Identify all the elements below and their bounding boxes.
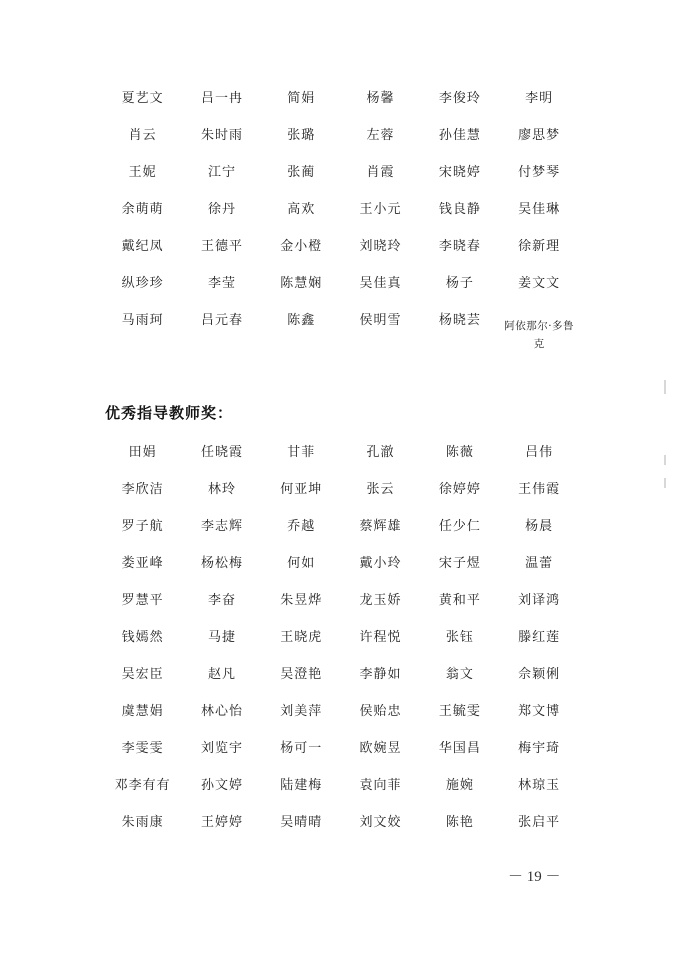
instructor-name: 李奋 bbox=[207, 593, 236, 608]
scan-edge-mark bbox=[664, 455, 666, 465]
instructor-name: 欧婉昱 bbox=[359, 741, 402, 756]
instructor-name: 梅宇琦 bbox=[518, 741, 561, 756]
awardee-name: 张蔺 bbox=[287, 165, 316, 180]
awardee-name: 张璐 bbox=[287, 128, 316, 143]
awardee-name: 戴纪凤 bbox=[121, 239, 164, 254]
instructor-name: 任少仁 bbox=[438, 519, 481, 534]
instructor-name: 赵凡 bbox=[207, 667, 236, 682]
instructor-name: 杨晨 bbox=[525, 519, 554, 534]
awardee-name: 廖思梦 bbox=[518, 128, 561, 143]
instructor-name: 何如 bbox=[287, 556, 316, 571]
instructor-name: 王伟霞 bbox=[518, 482, 561, 497]
awardee-name: 吴佳真 bbox=[359, 276, 402, 291]
instructor-name: 林玲 bbox=[207, 482, 236, 497]
awardee-name: 吕元春 bbox=[200, 313, 243, 328]
instructor-name: 杨可一 bbox=[280, 741, 323, 756]
instructor-name: 孔澈 bbox=[366, 445, 395, 460]
awardee-name: 吴佳琳 bbox=[518, 202, 561, 217]
instructor-name: 翁文 bbox=[445, 667, 474, 682]
awardee-name: 侯明雪 bbox=[359, 313, 402, 328]
awardee-name: 简娟 bbox=[287, 91, 316, 106]
instructor-name: 罗子航 bbox=[121, 519, 164, 534]
instructor-name: 许程悦 bbox=[359, 630, 402, 645]
instructor-name: 孙文婷 bbox=[200, 778, 243, 793]
instructor-name: 戴小玲 bbox=[359, 556, 402, 571]
awardee-name: 徐丹 bbox=[207, 202, 236, 217]
section-heading-outstanding-instructor-award: 优秀指导教师奖： bbox=[105, 404, 234, 422]
instructor-name: 张钰 bbox=[445, 630, 474, 645]
instructor-name: 温蕾 bbox=[525, 556, 554, 571]
instructor-name: 郑文博 bbox=[518, 704, 561, 719]
instructor-name: 李静如 bbox=[359, 667, 402, 682]
instructor-name: 田娟 bbox=[128, 445, 157, 460]
instructor-name: 罗慧平 bbox=[121, 593, 164, 608]
scan-edge-mark bbox=[664, 380, 666, 394]
awardee-name: 马雨珂 bbox=[121, 313, 164, 328]
instructor-name: 张启平 bbox=[518, 815, 561, 830]
instructor-name: 刘美萍 bbox=[280, 704, 323, 719]
instructor-name: 李雯雯 bbox=[121, 741, 164, 756]
instructor-name: 任晓霞 bbox=[200, 445, 243, 460]
awardee-name: 余萌萌 bbox=[121, 202, 164, 217]
instructor-name: 杨松梅 bbox=[200, 556, 243, 571]
instructor-name: 邓李有有 bbox=[114, 778, 171, 793]
awardee-name: 李明 bbox=[525, 91, 554, 106]
awardee-name: 李晓春 bbox=[438, 239, 481, 254]
instructor-name: 何亚坤 bbox=[280, 482, 323, 497]
instructor-name-list bbox=[103, 443, 579, 850]
instructor-name: 李欣洁 bbox=[121, 482, 164, 497]
awardee-name: 陈鑫 bbox=[287, 313, 316, 328]
instructor-name: 蔡辉雄 bbox=[359, 519, 402, 534]
instructor-name: 刘译鸿 bbox=[518, 593, 561, 608]
instructor-name: 吴澄艳 bbox=[280, 667, 323, 682]
instructor-name: 吴宏臣 bbox=[121, 667, 164, 682]
awardee-name: 阿依那尔·多鲁克 bbox=[504, 320, 575, 350]
awardee-name: 高欢 bbox=[287, 202, 316, 217]
instructor-name: 刘览宇 bbox=[200, 741, 243, 756]
awardee-name: 陈慧娴 bbox=[280, 276, 323, 291]
instructor-name: 陈艳 bbox=[445, 815, 474, 830]
awardee-name: 朱时雨 bbox=[200, 128, 243, 143]
awardee-name: 王妮 bbox=[128, 165, 157, 180]
instructor-name: 林心怡 bbox=[200, 704, 243, 719]
instructor-name: 李志辉 bbox=[200, 519, 243, 534]
instructor-name: 张云 bbox=[366, 482, 395, 497]
instructor-name: 马捷 bbox=[207, 630, 236, 645]
instructor-name: 陈薇 bbox=[445, 445, 474, 460]
instructor-name: 王毓雯 bbox=[438, 704, 481, 719]
instructor-name: 黄和平 bbox=[438, 593, 481, 608]
instructor-name: 吴晴晴 bbox=[280, 815, 323, 830]
awardee-name: 宋晓婷 bbox=[438, 165, 481, 180]
awardee-name: 夏艺文 bbox=[121, 91, 164, 106]
scan-edge-mark bbox=[664, 478, 666, 488]
instructor-name: 刘文姣 bbox=[359, 815, 402, 830]
awardee-name: 钱良静 bbox=[438, 202, 481, 217]
instructor-name: 龙玉娇 bbox=[359, 593, 402, 608]
award-name-list-top bbox=[103, 89, 579, 354]
awardee-name: 刘晓玲 bbox=[359, 239, 402, 254]
awardee-name: 孙佳慧 bbox=[438, 128, 481, 143]
awardee-name: 李莹 bbox=[207, 276, 236, 291]
awardee-name: 姜文文 bbox=[518, 276, 561, 291]
instructor-name: 宋子煜 bbox=[438, 556, 481, 571]
awardee-name: 王德平 bbox=[200, 239, 243, 254]
instructor-name: 王晓虎 bbox=[280, 630, 323, 645]
awardee-name: 王小元 bbox=[359, 202, 402, 217]
page-number: － 19 － bbox=[508, 869, 561, 885]
awardee-name: 左蓉 bbox=[366, 128, 395, 143]
instructor-name: 华国昌 bbox=[438, 741, 481, 756]
instructor-name: 佘颖俐 bbox=[518, 667, 561, 682]
instructor-name: 吕伟 bbox=[525, 445, 554, 460]
awardee-name: 杨馨 bbox=[366, 91, 395, 106]
awardee-name: 江宁 bbox=[207, 165, 236, 180]
instructor-name: 施婉 bbox=[445, 778, 474, 793]
instructor-name: 娄亚峰 bbox=[121, 556, 164, 571]
awardee-name: 李俊玲 bbox=[438, 91, 481, 106]
instructor-name: 钱嫣然 bbox=[121, 630, 164, 645]
instructor-name: 袁向菲 bbox=[359, 778, 402, 793]
instructor-name: 王婷婷 bbox=[200, 815, 243, 830]
awardee-name: 付梦琴 bbox=[518, 165, 561, 180]
instructor-name: 虞慧娟 bbox=[121, 704, 164, 719]
instructor-name: 侯贻忠 bbox=[359, 704, 402, 719]
instructor-name: 滕红莲 bbox=[518, 630, 561, 645]
instructor-name: 甘菲 bbox=[287, 445, 316, 460]
awardee-name: 肖云 bbox=[128, 128, 157, 143]
awardee-name: 吕一冉 bbox=[200, 91, 243, 106]
awardee-name: 肖霞 bbox=[366, 165, 395, 180]
instructor-name: 朱雨康 bbox=[121, 815, 164, 830]
instructor-name: 徐婷婷 bbox=[438, 482, 481, 497]
instructor-name: 陆建梅 bbox=[280, 778, 323, 793]
instructor-name: 朱昱烨 bbox=[280, 593, 323, 608]
awardee-name: 金小橙 bbox=[280, 239, 323, 254]
awardee-name: 徐新理 bbox=[518, 239, 561, 254]
awardee-name: 纵珍珍 bbox=[121, 276, 164, 291]
awardee-name: 杨晓芸 bbox=[438, 313, 481, 328]
awardee-name: 杨子 bbox=[445, 276, 474, 291]
instructor-name: 林琼玉 bbox=[518, 778, 561, 793]
instructor-name: 乔越 bbox=[287, 519, 316, 534]
